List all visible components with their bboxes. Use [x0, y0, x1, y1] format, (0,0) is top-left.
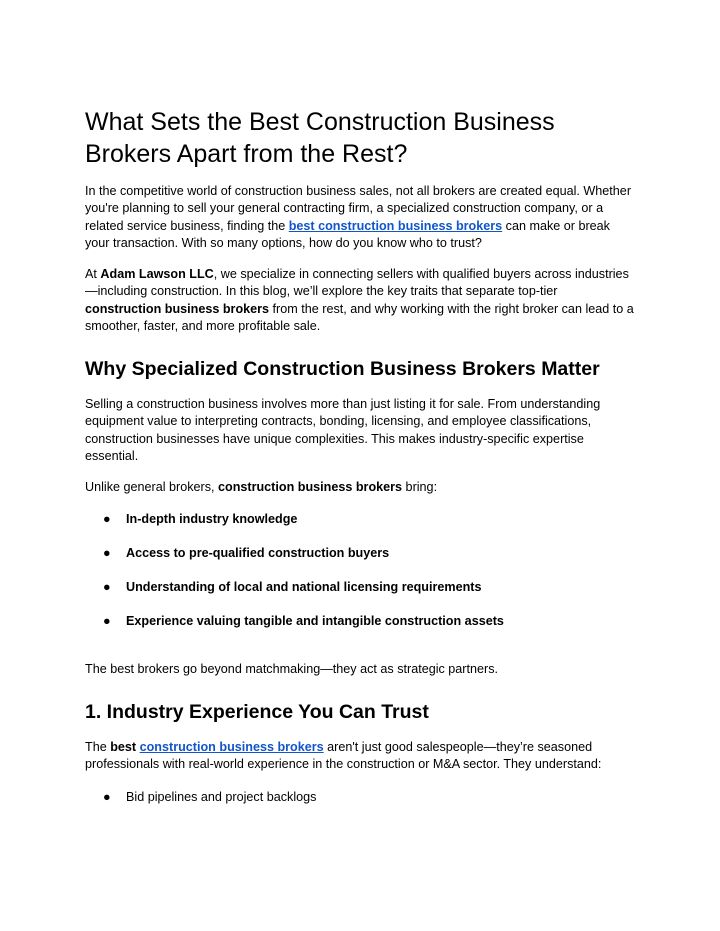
intro-paragraph: [85, 183, 635, 253]
page-title: What Sets the Best Construction Business Brokers Apart from the Rest?: [85, 108, 555, 168]
bullet-icon: ●: [103, 512, 111, 526]
bullet-icon: ●: [103, 614, 111, 628]
brokers-bring-paragraph: [85, 479, 635, 496]
experience-paragraph: [85, 739, 635, 774]
bullet-icon: ●: [103, 546, 111, 560]
about-text-end: from the rest, and why working with the right broker can lead to a smoother, faster, and more profitable sale.: [85, 301, 634, 334]
section-heading-why: Why Specialized Construction Business Brokers Matter: [85, 358, 600, 380]
list-item-text: Experience valuing tangible and intangible construction assets: [126, 614, 504, 628]
para-text-end: aren't just good salespeople—they’re seasoned professionals with real-world experience in the construction or M&A sector. They understand:: [85, 740, 602, 772]
bold-phrase: construction business brokers: [85, 301, 270, 316]
construction-brokers-link[interactable]: construction business brokers: [139, 740, 324, 754]
list-item-text: In-depth industry knowledge: [126, 512, 298, 526]
closing-paragraph: The best brokers go beyond matchmaking—they act as strategic partners.: [85, 662, 498, 676]
bold-phrase: construction business brokers: [218, 480, 403, 494]
section-heading-experience: 1. Industry Experience You Can Trust: [85, 701, 429, 723]
bullet-icon: ●: [103, 580, 111, 594]
list-item-text: Understanding of local and national licensing requirements: [126, 580, 482, 594]
best-brokers-link[interactable]: best construction business brokers: [288, 218, 503, 233]
section1-paragraph: Selling a construction business involves more than just listing it for sale. From understanding equipment value to interpreting contracts, bonding, licensing, and employee classifications, construction businesses have unique complexities. This makes industry-specific expertise essential.: [85, 397, 601, 464]
list-item-text: Bid pipelines and project backlogs: [126, 790, 317, 804]
para-text-end: bring:: [402, 480, 438, 494]
about-text: At: [85, 267, 101, 281]
about-paragraph: [85, 266, 635, 336]
about-text-middle: , we specialize in connecting sellers with qualified buyers across industries—including construction. In this blog, we’ll explore the key traits that separate top-tier: [85, 267, 629, 299]
para-text: Unlike general brokers,: [85, 480, 218, 494]
intro-text-end: can make or break your transaction. With so many options, how do you know who to trust?: [85, 218, 610, 251]
company-name: Adam Lawson LLC: [100, 267, 214, 281]
list-item-text: Access to pre-qualified construction buyers: [126, 546, 390, 560]
intro-text: In the competitive world of construction business sales, not all brokers are created equal. Whether you're planning to sell your general contracting firm, a specialized construction company, or a related service business, finding the: [85, 184, 632, 233]
para-text: The: [85, 740, 111, 754]
bold-word: best: [110, 740, 137, 754]
bullet-icon: ●: [103, 790, 111, 804]
